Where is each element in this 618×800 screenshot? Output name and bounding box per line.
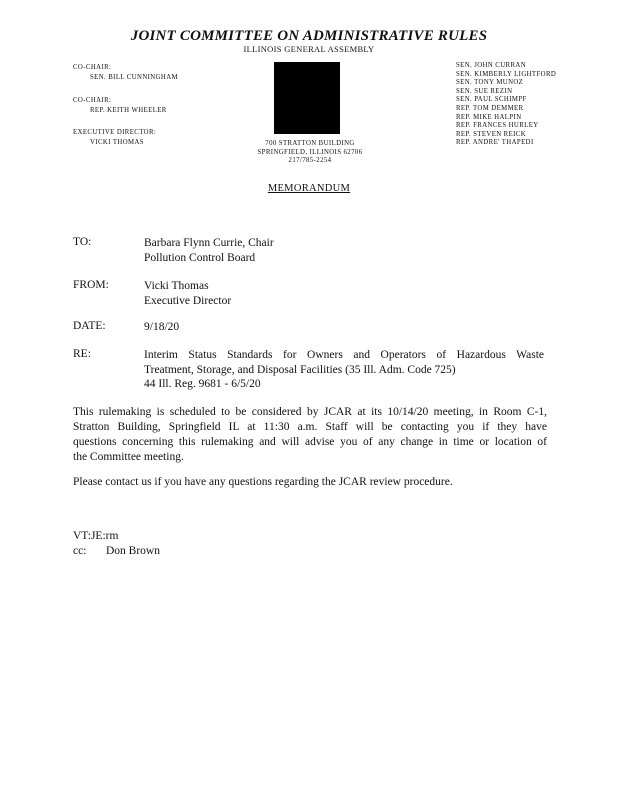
co-chair-1-name: SEN. BILL CUNNINGHAM bbox=[90, 74, 178, 81]
letterhead-subtitle: ILLINOIS GENERAL ASSEMBLY bbox=[243, 44, 375, 54]
to-line-1: Barbara Flynn Currie, Chair bbox=[144, 237, 274, 249]
member-item: SEN. TONY MUNOZ bbox=[456, 79, 524, 87]
member-item: SEN. KIMBERLY LIGHTFORD bbox=[456, 70, 557, 78]
member-item: REP. TOM DEMMER bbox=[456, 104, 524, 112]
address-line-2: SPRINGFIELD, ILLINOIS 62706 bbox=[257, 148, 363, 156]
date-value: 9/18/20 bbox=[144, 321, 180, 333]
member-item: REP. MIKE HALPIN bbox=[456, 113, 522, 121]
co-chair-1-label: CO-CHAIR: bbox=[73, 64, 112, 71]
member-item: SEN. PAUL SCHIMPF bbox=[456, 96, 527, 104]
seal-image bbox=[274, 62, 340, 134]
member-item: SEN. JOHN CURRAN bbox=[456, 62, 527, 69]
body-line: Stratton Building, Springfield IL at 11:30 a.m. Staff will be contacting you if they have bbox=[73, 421, 547, 433]
from-sender bbox=[144, 279, 231, 308]
member-item: REP. FRANCES HURLEY bbox=[456, 122, 539, 130]
from-line-1: Vicki Thomas bbox=[144, 280, 209, 292]
typist-initials: VT:JE:rm bbox=[73, 530, 119, 542]
co-chair-2-name: REP. KEITH WHEELER bbox=[90, 107, 167, 114]
address-line-3: 217/785-2254 bbox=[288, 157, 332, 165]
re-line-3: 44 Ill. Reg. 9681 - 6/5/20 bbox=[144, 378, 261, 390]
member-item: SEN. SUE REZIN bbox=[456, 87, 513, 95]
to-line-2: Pollution Control Board bbox=[144, 251, 256, 264]
address-line-1: 700 STRATTON BUILDING bbox=[265, 140, 355, 147]
to-label: TO: bbox=[73, 236, 92, 248]
from-label: FROM: bbox=[73, 279, 109, 291]
re-label: RE: bbox=[73, 348, 91, 360]
body-paragraph-2: Please contact us if you have any questions regarding the JCAR review procedure. bbox=[73, 476, 453, 488]
co-chair-2-label: CO-CHAIR: bbox=[73, 97, 112, 104]
member-item: REP. STEVEN REICK bbox=[456, 130, 527, 138]
executive-director-name: VICKI THOMAS bbox=[90, 139, 144, 146]
re-subject bbox=[144, 348, 544, 392]
body-paragraph-1 bbox=[73, 405, 547, 465]
from-line-2: Executive Director bbox=[144, 294, 232, 307]
member-item: REP. ANDRE' THAPEDI bbox=[456, 139, 534, 147]
executive-director-label: EXECUTIVE DIRECTOR: bbox=[73, 129, 157, 136]
letterhead-title: JOINT COMMITTEE ON ADMINISTRATIVE RULES bbox=[130, 28, 488, 44]
body-line: questions concerning this rulemaking and will advise you of any change in time or location of bbox=[73, 436, 547, 448]
date-label: DATE: bbox=[73, 320, 106, 332]
cc-label: cc: bbox=[73, 545, 87, 557]
address-block bbox=[240, 140, 380, 166]
re-line-1: Interim Status Standards for Owners and Operators of Hazardous Waste bbox=[144, 349, 544, 361]
to-recipient bbox=[144, 236, 274, 265]
re-line-2: Treatment, Storage, and Disposal Facilities (35 Ill. Adm. Code 725) bbox=[144, 363, 456, 376]
cc-name: Don Brown bbox=[106, 545, 160, 557]
body-line: This rulemaking is scheduled to be considered by JCAR at its 10/14/20 meeting, in Room C-1, bbox=[73, 406, 547, 418]
member-list bbox=[456, 62, 616, 148]
memorandum-heading: MEMORANDUM bbox=[267, 183, 351, 194]
body-line: the Committee meeting. bbox=[73, 451, 184, 463]
